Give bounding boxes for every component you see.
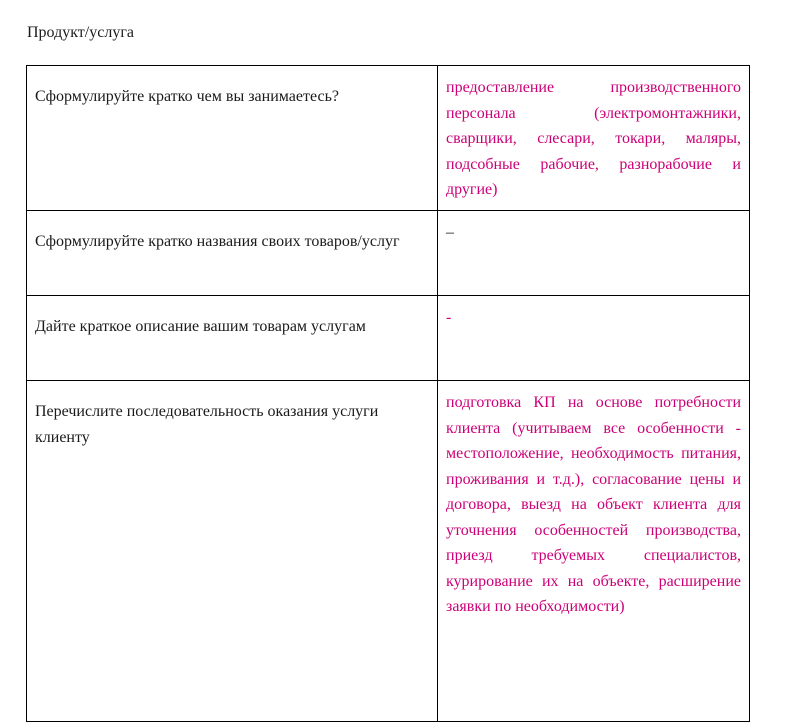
answer-cell[interactable] (438, 381, 750, 722)
table-row (27, 381, 750, 722)
answer-text: – (446, 224, 454, 241)
table-row (27, 296, 750, 381)
answer-cell[interactable] (438, 211, 750, 296)
question-text: Сформулируйте кратко названия своих товаров/услуг (35, 233, 400, 250)
question-cell (27, 66, 438, 211)
section-title: Продукт/услуга (27, 24, 134, 41)
question-text: Перечислите последовательность оказания услуги клиенту (35, 403, 379, 446)
questionnaire-table (26, 65, 750, 722)
question-cell (27, 211, 438, 296)
question-text: Дайте краткое описание вашим товарам услугам (35, 318, 366, 335)
table-row (27, 66, 750, 211)
question-text: Сформулируйте кратко чем вы занимаетесь? (35, 88, 339, 105)
answer-text: подготовка КП на основе потребности клиента (учитываем все особенности - местоположение, необходимость питания, проживания и т.д.), согласование цены и договора, выезд на объект клиента для уточнения особенностей производства, приезд требуемых специалистов, курирование их на объекте, расширение заявки по необходимости) (446, 394, 741, 615)
table-row (27, 211, 750, 296)
answer-cell[interactable] (438, 296, 750, 381)
answer-cell[interactable] (438, 66, 750, 211)
question-cell (27, 296, 438, 381)
answer-text: предоставление производственного персонала (электромонтажники, сварщики, слесари, токари, маляры, подсобные рабочие, разнорабочие и другие) (446, 79, 741, 198)
question-cell (27, 381, 438, 722)
answer-text: - (446, 309, 452, 326)
